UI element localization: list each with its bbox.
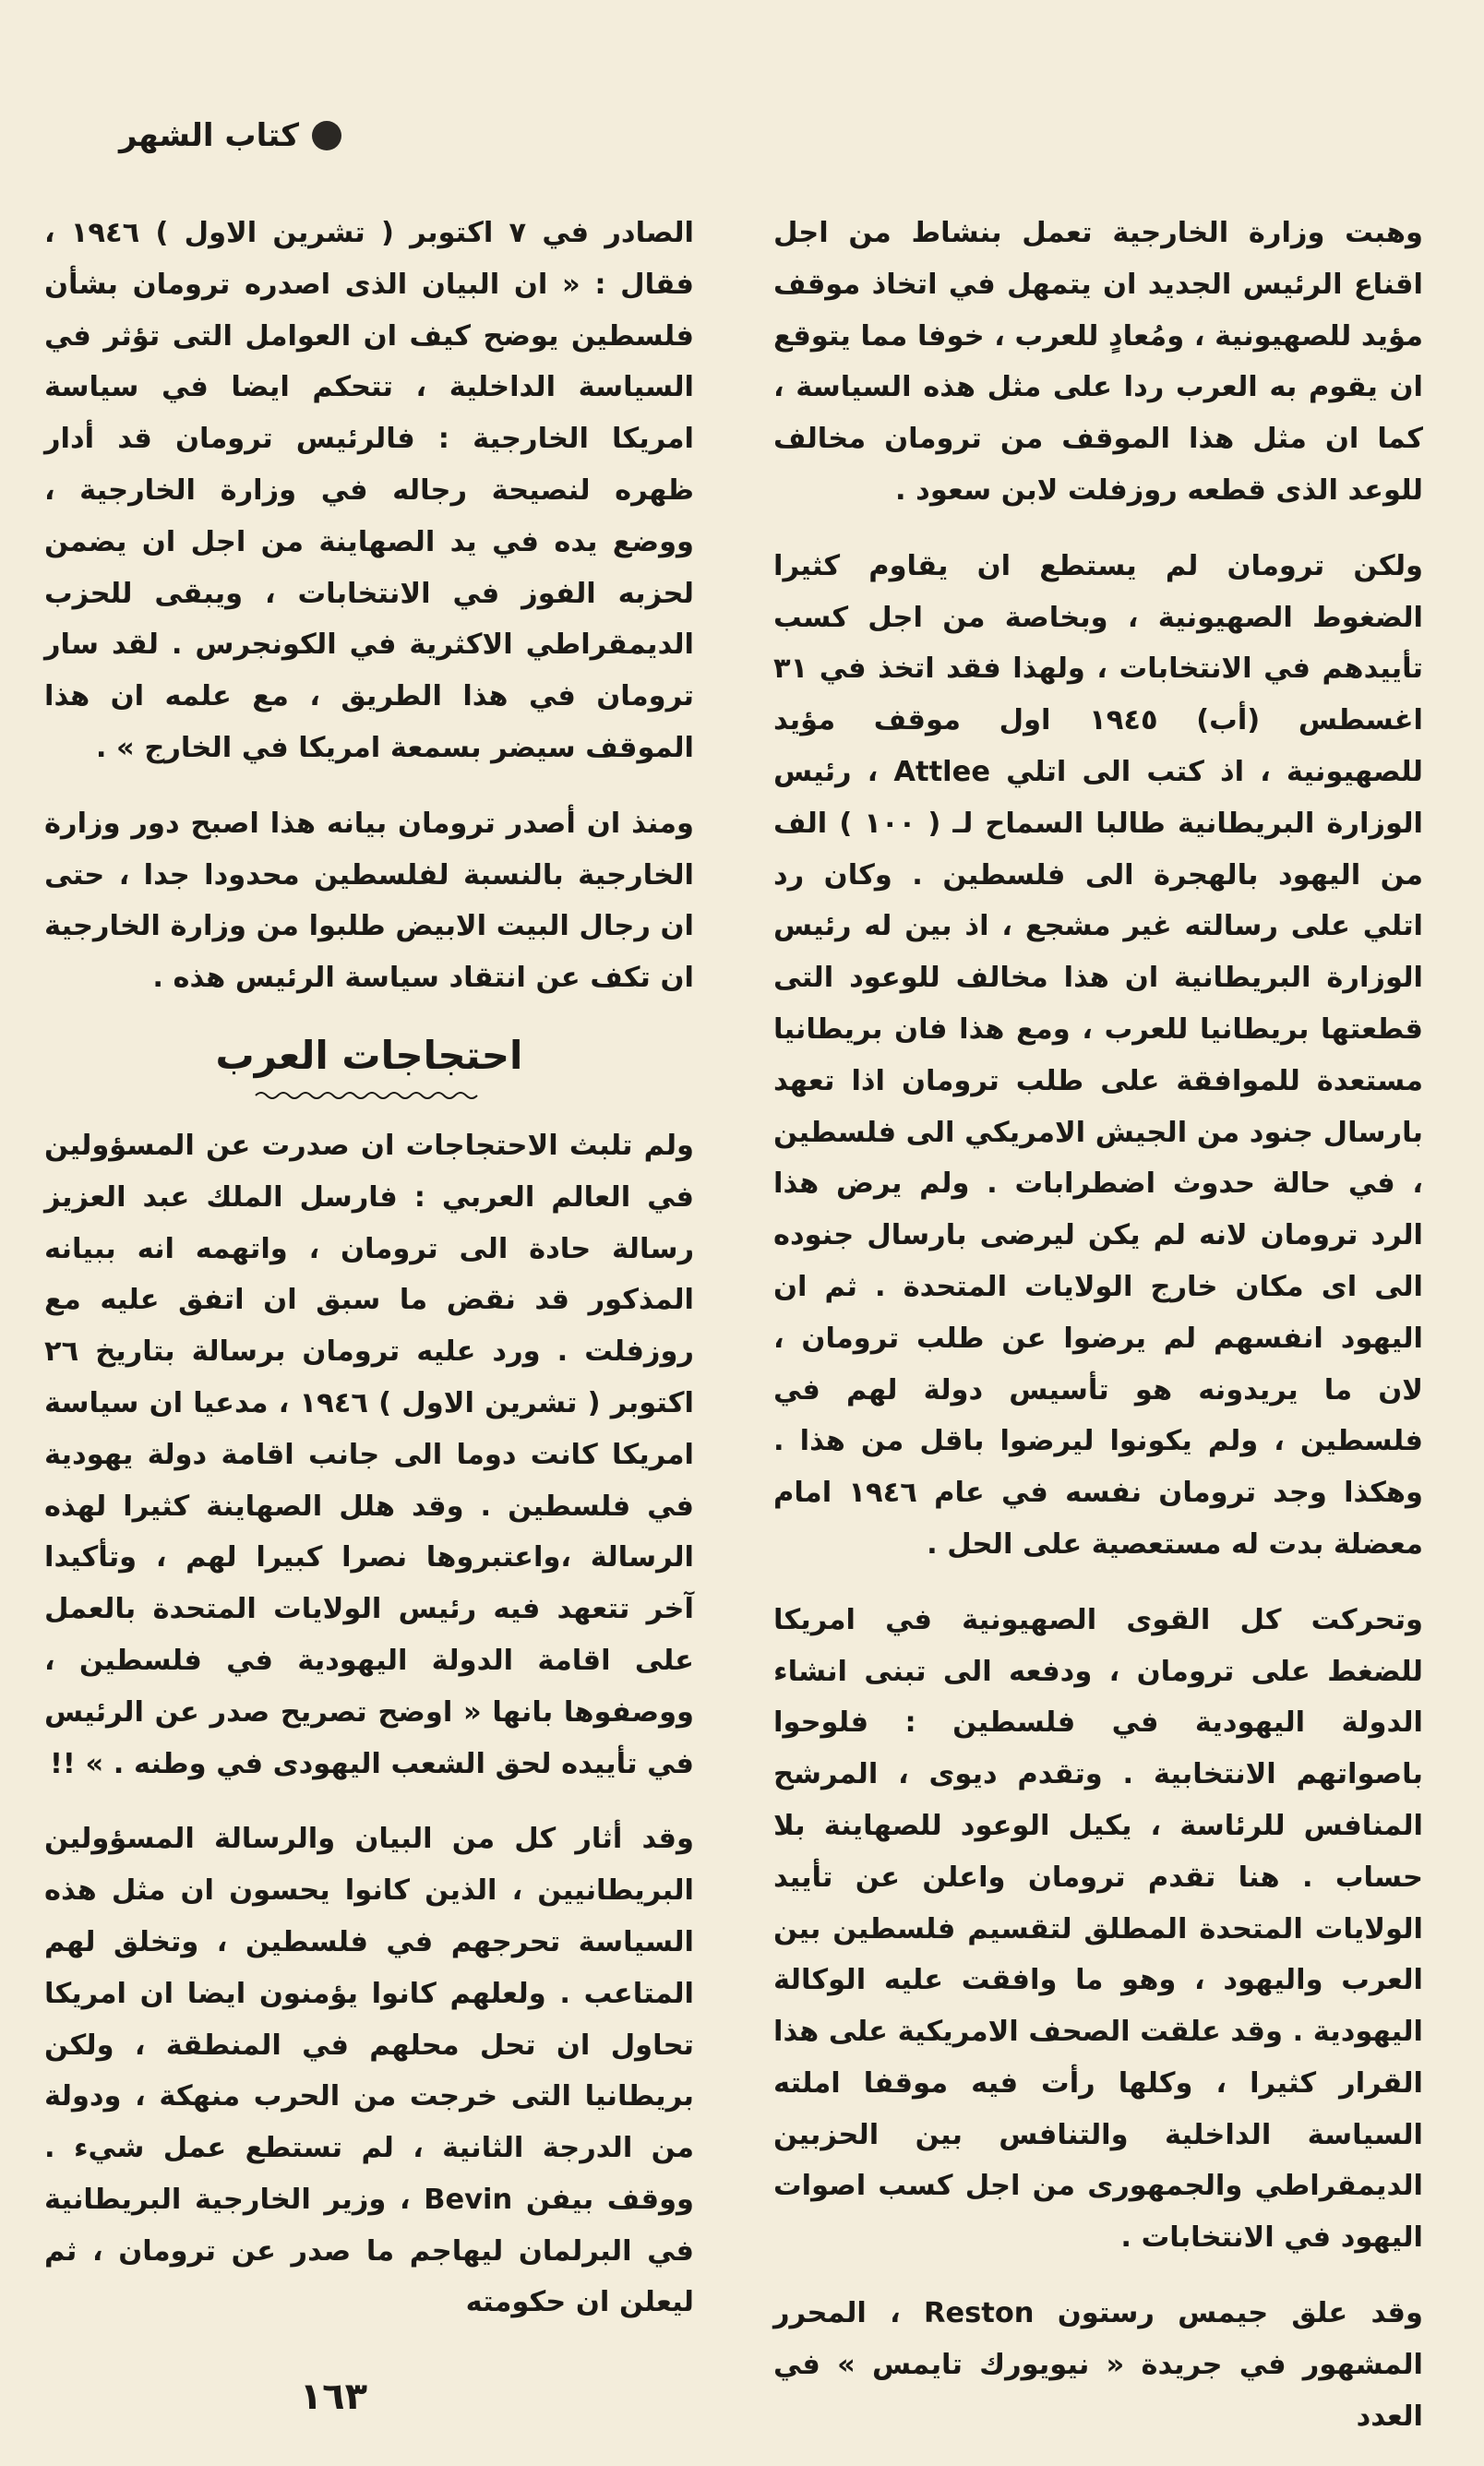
left-column [44,208,694,2352]
page-number: ١٦٣ [299,2376,367,2418]
left-paragraph-4: وقد أثار كل من البيان والرسالة المسؤولين البريطانيين ، الذين كانوا يحسون ان مثل هذه السياسة تحرجهم في فلسطين ، وتخلق لهم المتاعب . ولعلهم كانوا يؤمنون ايضا ان امريكا تحاول ان تحل محلهم في المنطقة ، ولكن بريطانيا التى خرجت من الحرب منهكة ، ودولة من الدرجة الثانية ، لم تستطع عمل شيء . ووقف بيفن Bevin ، وزير الخارجية البريطانية في البرلمان ليهاجم ما صدر عن ترومان ، ثم ليعلن ان حكومته [44,1823,694,2319]
header-bullet-icon [312,121,341,150]
running-header [65,103,341,168]
right-paragraph-2: ولكن ترومان لم يستطع ان يقاوم كثيرا الضغوط الصهيونية ، وبخاصة من اجل كسب تأييدهم في الانتخابات ، ولهذا فقد اتخذ في ٣١ اغسطس (أب) ١٩٤٥ اول موقف مؤيد للصهيونية ، اذ كتب الى اتلي Attlee ، رئيس الوزارة البريطانية طالبا السماح لـ ( ١٠٠ ) الف من اليهود بالهجرة الى فلسطين . وكان رد اتلي على رسالته غير مشجع ، اذ بين له رئيس الوزارة البريطانية ان هذا مخالف للوعود التى قطعتها بريطانيا للعرب ، ومع هذا فان بريطانيا مستعدة للموافقة على طلب ترومان اذا تعهد بارسال جنود من الجيش الامريكي الى فلسطين ، في حالة حدوث اضطرابات . ولم يرض هذا الرد ترومان لانه لم يكن ليرضى بارسال جنوده الى اى مكان خارج الولايات المتحدة . ثم ان اليهود انفسهم لم يرضوا عن طلب ترومان ، لان ما يريدونه هو تأسيس دولة لهم في فلسطين ، ولم يكونوا ليرضوا باقل من هذا . وهكذا وجد ترومان نفسه في عام ١٩٤٦ امام معضلة بدت له مستعصية على الحل . [773,549,1424,1561]
running-header-title: كتاب الشهر [118,117,299,154]
right-paragraph-1: وهبت وزارة الخارجية تعمل بنشاط من اجل اقناع الرئيس الجديد ان يتمهل في اتخاذ موقف مؤيد للصهيونية ، ومُعادٍ للعرب ، خوفا مما يتوقع ان يقوم به العرب ردا على مثل هذه السياسة ، كما ان مثل هذا الموقف من ترومان مخالف للوعد الذى قطعه روزفلت لابن سعود . [773,217,1423,507]
left-paragraph-1: الصادر في ٧ اكتوبر ( تشرين الاول ) ١٩٤٦ ، فقال : « ان البيان الذى اصدره ترومان بشأن فلسطين يوضح كيف ان العوامل التى تؤثر في السياسة الداخلية ، تتحكم ايضا في سياسة امريكا الخارجية : فالرئيس ترومان قد أدار ظهره لنصيحة رجاله في وزارة الخارجية ، ووضع يده في يد الصهاينة من اجل ان يضمن لحزبه الفوز في الانتخابات ، ويبقى للحزب الديمقراطي الاكثرية في الكونجرس . لقد سار ترومان في هذا الطريق ، مع علمه ان هذا الموقف سيضر بسمعة امريكا في الخارج » . [44,217,694,764]
left-paragraph-3: ولم تلبث الاحتجاجات ان صدرت عن المسؤولين في العالم العربي : فارسل الملك عبد العزيز رسالة حادة الى ترومان ، واتهمه انه ببيانه المذكور قد نقض ما سبق ان اتفق عليه مع روزفلت . ورد عليه ترومان برسالة بتاريخ ٢٦ اكتوبر ( تشرين الاول ) ١٩٤٦ ، مدعيا ان سياسة امريكا كانت دوما الى جانب اقامة دولة يهودية في فلسطين . وقد هلل الصهاينة كثيرا لهذه الرسالة ،واعتبروها نصرا كبيرا لهم ، وتأكيدا آخر تتعهد فيه رئيس الولايات المتحدة بالعمل على اقامة الدولة اليهودية في فلسطين ، ووصفوها بانها « اوضح تصريح صدر عن الرئيس في تأييده لحق الشعب اليهودى في وطنه . » !! [44,1129,694,1780]
section-heading [44,1028,694,1102]
section-heading-title: احتجاجات العرب [215,1032,523,1078]
right-paragraph-4: وقد علق جيمس رستون Reston ، المحرر المشهور في جريدة « نيويورك تايمس » في العدد [773,2297,1423,2433]
left-paragraph-2: ومنذ ان أصدر ترومان بيانه هذا اصبح دور وزارة الخارجية بالنسبة لفلسطين محدودا جدا ، حتى ان رجال البيت الابيض طلبوا من وزارة الخارجية ان تكف عن انتقاد سياسة الرئيس هذه . [44,807,694,995]
right-column [773,208,1423,2466]
right-paragraph-3: وتحركت كل القوى الصهيونية في امريكا للضغط على ترومان ، ودفعه الى تبنى انشاء الدولة اليهودية في فلسطين : فلوحوا باصواتهم الانتخابية . وتقدم ديوى ، المرشح المنافس للرئاسة ، يكيل الوعود للصهاينة بلا حساب . هنا تقدم ترومان واعلن عن تأييد الولايات المتحدة المطلق لتقسيم فلسطين بين العرب واليهود ، وهو ما وافقت عليه الوكالة اليهودية . وقد علقت الصحف الامريكية على هذا القرار كثيرا ، وكلها رأت فيه موقفا املته السياسة الداخلية والتنافس بين الحزبين الديمقراطي والجمهورى من اجل كسب اصوات اليهود في الانتخابات . [773,1603,1423,2255]
wavy-underline-icon [254,1089,485,1102]
